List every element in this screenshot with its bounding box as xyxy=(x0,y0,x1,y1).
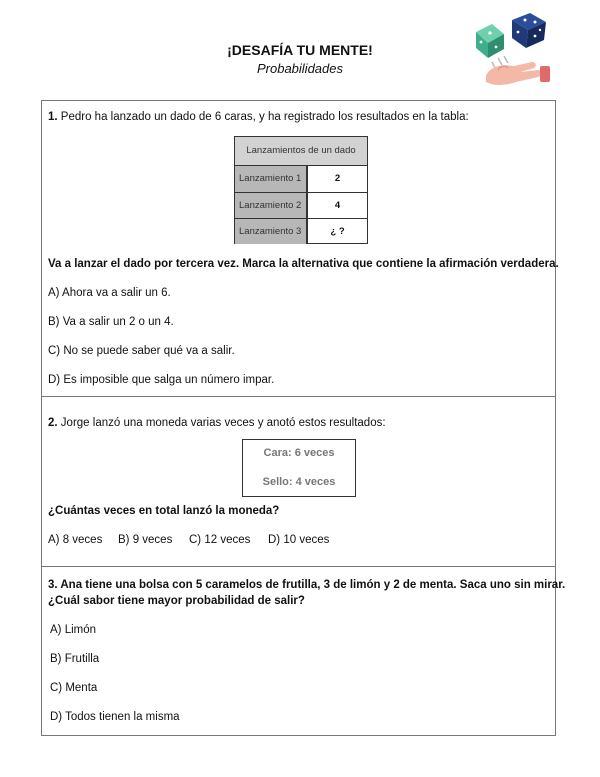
result-tails: Sello: 4 veces xyxy=(262,476,336,488)
page-subtitle: Probabilidades xyxy=(256,61,343,76)
row-value: 2 xyxy=(334,173,341,184)
question-2-instruction: ¿Cuántas veces en total lanzó la moneda? xyxy=(48,505,280,517)
option-b[interactable]: B) Va a salir un 2 o un 4. xyxy=(48,316,174,328)
option-c[interactable]: C) 12 veces xyxy=(189,534,251,546)
option-d[interactable]: D) Es imposible que salga un número impar. xyxy=(48,374,275,386)
question-1 xyxy=(42,101,559,397)
question-2-prompt xyxy=(48,417,386,429)
row-value: 4 xyxy=(334,200,341,211)
question-1-text: Pedro ha lanzado un dado de 6 caras, y ha registrado los resultados en la tabla: xyxy=(60,111,469,123)
result-heads: Cara: 6 veces xyxy=(263,447,335,459)
question-2-text: Jorge lanzó una moneda varias veces y anotó estos resultados: xyxy=(60,417,386,429)
question-2-number: 2. xyxy=(48,417,58,429)
table-row xyxy=(235,192,367,218)
question-3-prompt-line1: 3. Ana tiene una bolsa con 5 caramelos de frutilla, 3 de limón y 2 de menta. Saca uno sin mirar. xyxy=(48,579,566,591)
coin-results-box xyxy=(242,439,356,497)
option-a[interactable]: A) Ahora va a salir un 6. xyxy=(48,287,171,299)
dice-results-table xyxy=(234,136,368,244)
row-label: Lanzamiento 1 xyxy=(235,166,308,192)
question-1-instruction: Va a lanzar el dado por tercera vez. Marca la alternativa que contiene la afirmación verdadera. xyxy=(48,258,559,270)
hand-tossing-dice-icon xyxy=(468,10,558,90)
question-1-prompt xyxy=(48,111,469,123)
blue-die-icon xyxy=(512,13,546,48)
question-3-prompt-line2: ¿Cuál sabor tiene mayor probabilidad de salir? xyxy=(48,595,305,607)
row-label: Lanzamiento 3 xyxy=(235,219,308,244)
question-2 xyxy=(42,397,555,567)
green-die-icon xyxy=(476,24,504,58)
worksheet-frame xyxy=(41,100,566,736)
option-b[interactable]: B) 9 veces xyxy=(118,534,173,546)
table-title: Lanzamientos de un dado xyxy=(235,137,367,166)
option-c[interactable]: C) Menta xyxy=(50,682,98,694)
table-row xyxy=(235,166,367,192)
option-a[interactable]: A) Limón xyxy=(50,624,97,636)
table-row xyxy=(235,218,367,244)
row-value: ¿ ? xyxy=(330,226,345,237)
page-title: ¡DESAFÍA TU MENTE! xyxy=(227,42,373,58)
option-c[interactable]: C) No se puede saber qué va a salir. xyxy=(48,345,235,357)
option-d[interactable]: D) Todos tienen la misma xyxy=(50,711,180,723)
hand-icon xyxy=(486,62,550,85)
option-d[interactable]: D) 10 veces xyxy=(268,534,330,546)
question-1-number: 1. xyxy=(48,111,58,123)
option-a[interactable]: A) 8 veces xyxy=(48,534,103,546)
row-label: Lanzamiento 2 xyxy=(235,193,308,218)
option-b[interactable]: B) Frutilla xyxy=(50,653,100,665)
question-3 xyxy=(42,567,566,737)
